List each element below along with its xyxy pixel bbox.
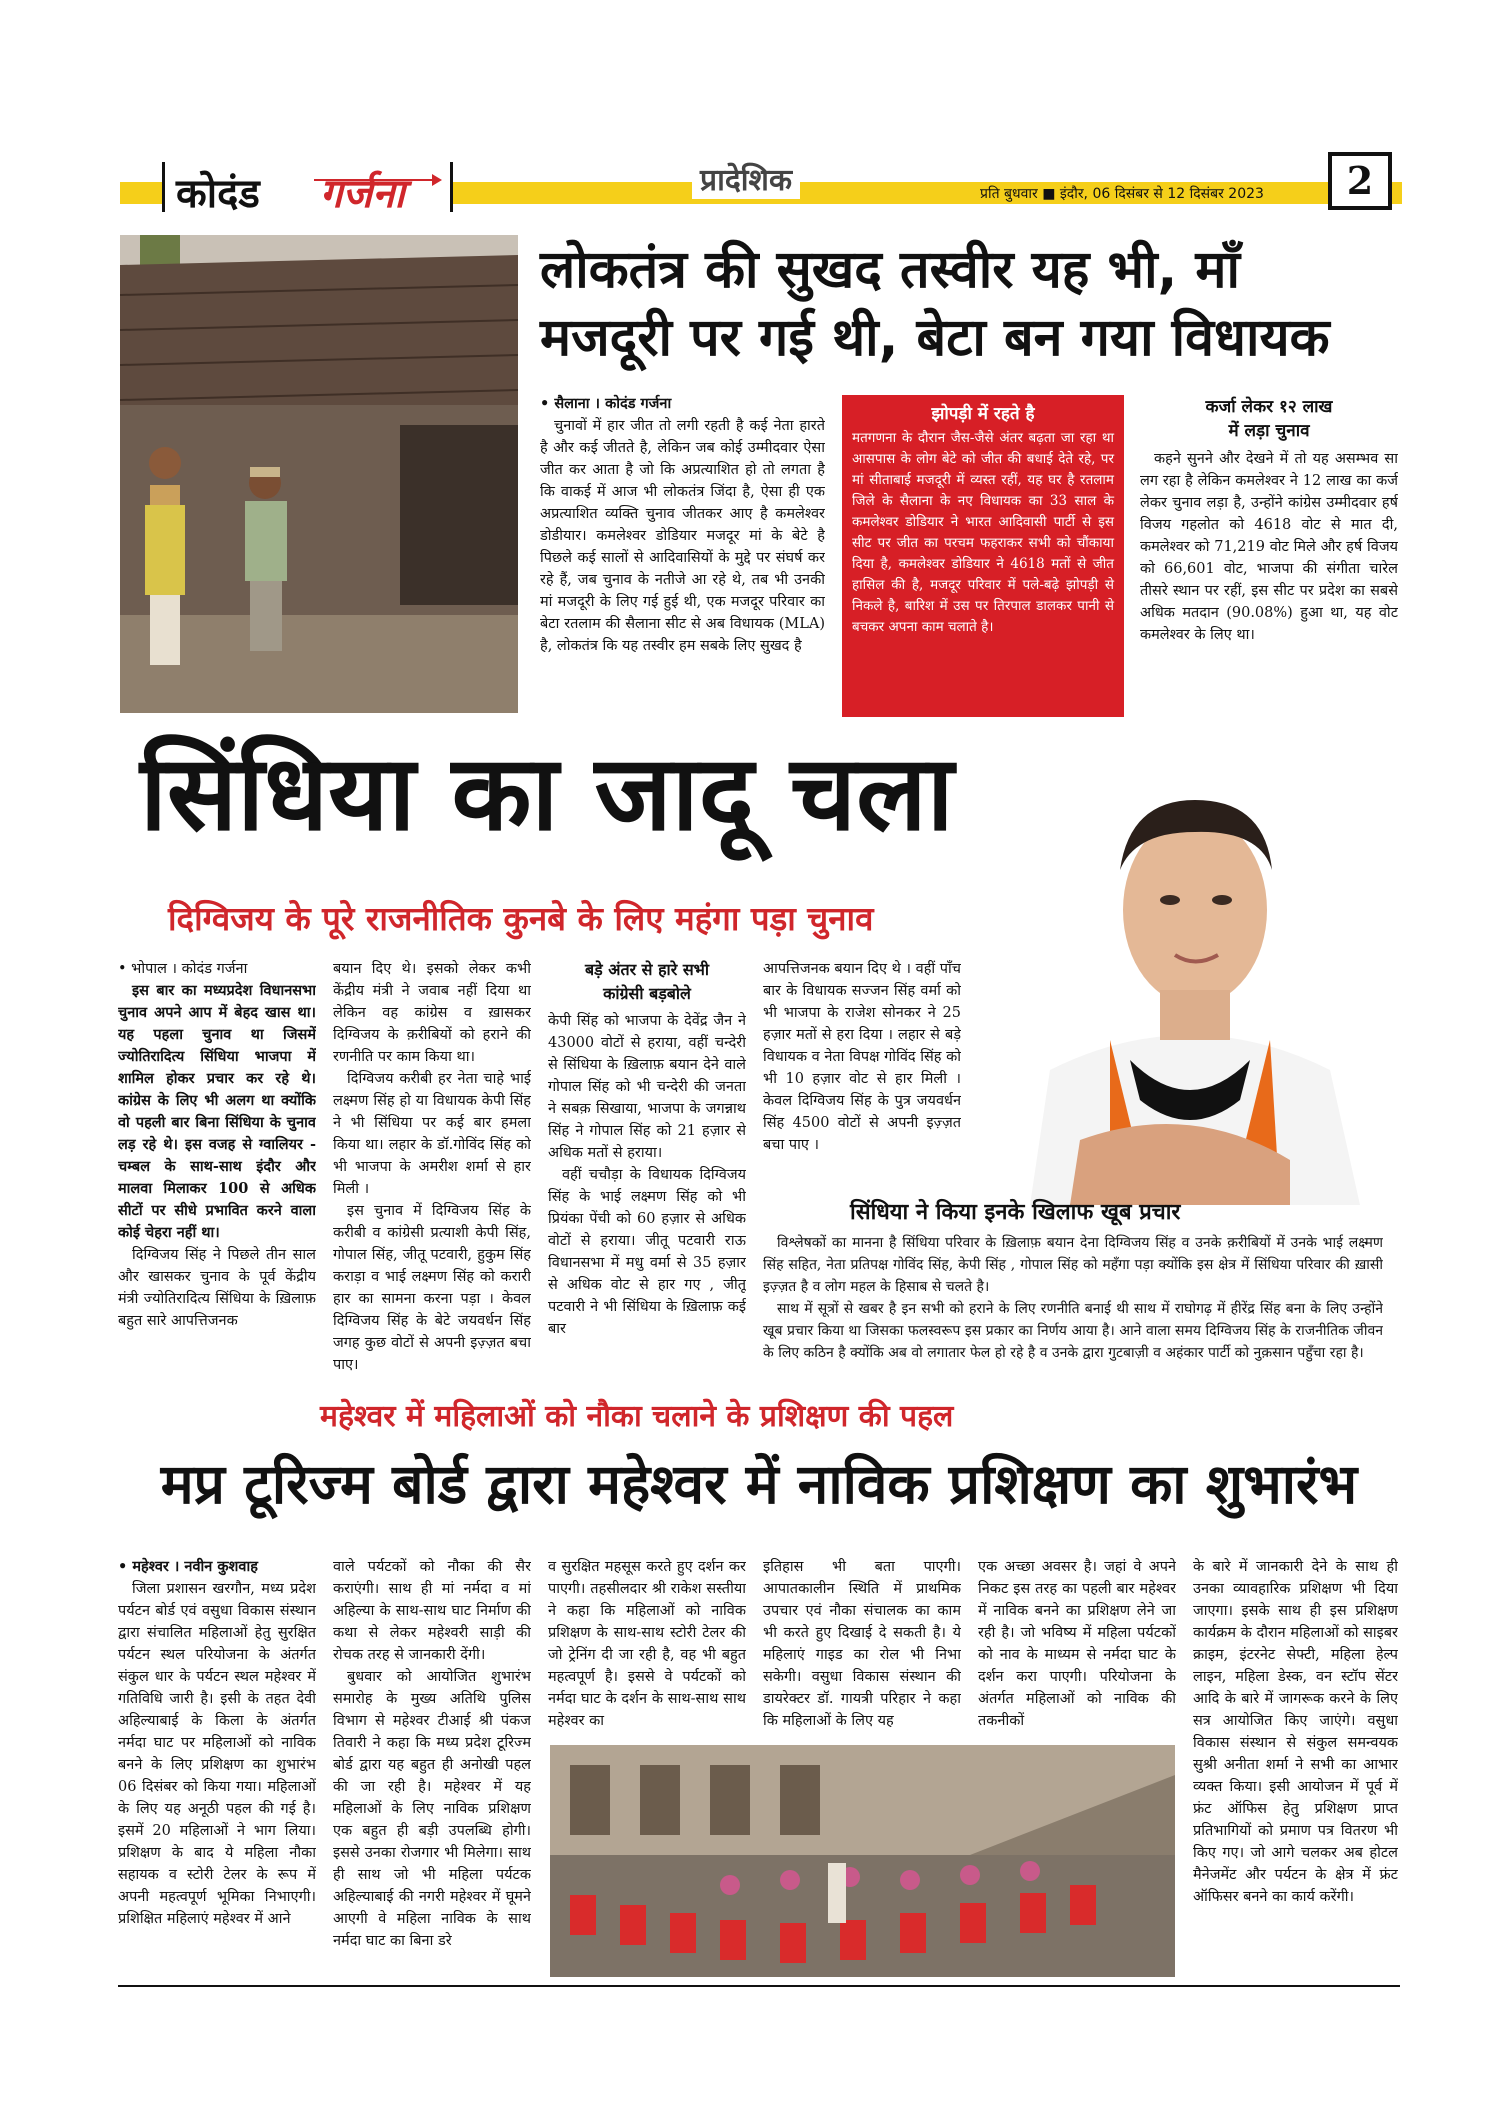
logo-bar-right	[450, 162, 453, 212]
story3-column-3	[548, 1556, 746, 1732]
story3-column-4	[763, 1556, 961, 1732]
story2-subheadline: दिग्विजय के पूरे राजनीतिक कुनबे के लिए महंगा पड़ा चुनाव	[168, 899, 874, 938]
story1-box-body: मतगणना के दौरान जैस-जैसे अंतर बढ़ता जा रहा था आसपास के लोग बेटे को जीत की बधाई देते रहे, पर मां सीताबाई मजदूरी में व्यस्त रहीं, यह घर है रतलाम जिले के सैलाना के नए विधायक का 33 साल के कमलेश्वर डोडियार ने भारत आदिवासी पार्टी से इस सीट पर जीत का परचम फहराकर सभी को चौंकाया दिया है, कमलेश्वर डोडियार ने 4618 मतों से जीत हासिल की है, मजदूर परिवार में पले-बढ़े झोपड़ी से निकले है, बारिश में उस पर तिरपाल डालकर पानी से बचकर अपना काम चलाते है।	[852, 430, 1114, 635]
story3-column-2	[333, 1556, 531, 1976]
story2-col2-p3: इस चुनाव में दिग्विजय सिंह के करीबी व कांग्रेसी प्रत्याशी केपी सिंह, गोपाल सिंह, जीतू पटवारी, हुकुम सिंह कराड़ा व भाई लक्ष्मण सिंह को करारी हार का सामना करना पड़ा । केवल दिग्विजय सिंह के बेटे जयवर्धन सिंह जगह कुछ वोटों से अपनी इज़्ज़त बचा पाए।	[333, 1203, 531, 1373]
story1-red-box	[842, 395, 1124, 717]
story2-column-2	[333, 958, 531, 1378]
story3-photo	[550, 1745, 1175, 1977]
story3-col3: व सुरक्षित महसूस करते हुए दर्शन कर पाएगी। तहसीलदार श्री राकेश सस्तीया ने कहा कि महिलाओं को नाविक प्रशिक्षण के साथ-साथ स्टोरी टेलर की जो ट्रेनिंग दी जा रही है, वह भी बहुत महत्वपूर्ण है। इससे वे पर्यटकों को नर्मदा घाट के दर्शन के साथ-साथ साथ महेश्वर का	[548, 1559, 746, 1729]
story1-side-title-line1: कर्जा लेकर १२ लाख	[1205, 397, 1333, 417]
story1-headline-line1: लोकतंत्र की सुखद तस्वीर यह भी, माँ	[540, 240, 1240, 300]
story1-side-column	[1140, 448, 1398, 708]
story2-column-1	[118, 958, 316, 1378]
logo-text-red: गर्जना	[320, 171, 405, 217]
story1-body-column	[540, 393, 825, 718]
story2-column-4	[763, 958, 961, 1188]
logo-arrow-icon	[314, 172, 442, 188]
story1-photo	[120, 235, 518, 713]
story2-wide-p1: विश्लेषकों का मानना है सिंधिया परिवार के ख़िलाफ़ बयान देना दिग्विजय सिंह व उनके क़रीबियों में उनके भाई लक्ष्मण सिंह सहित, नेता प्रतिपक्ष गोविंद सिंह, केपी सिंह , गोपाल सिंह को महँगा पड़ा क्योंकि इस क्षेत्र में सिंधिया परिवार की ख़ासी इज़्ज़त है व लोग महल के हिसाब से चलते है।	[763, 1235, 1383, 1295]
story1-side-title	[1140, 395, 1398, 443]
ghat-training-image	[550, 1745, 1175, 1977]
story2-col4-p1: आपत्तिजनक बयान दिए थे । वहीं पाँच बार के विधायक सज्जन सिंह वर्मा को भी भाजपा के राजेश सोनकर ने 25 हज़ार मतों से हरा दिया । लहार से बड़े विधायक व नेता विपक्ष गोविंद सिंह को भी 10 हज़ार वोट से हार मिली । केवल दिग्विजय सिंह के पुत्र जयवर्धन सिंह 4500 वोटों से अपनी इज़्ज़त बचा पाए ।	[763, 961, 961, 1153]
story3-headline: मप्र टूरिज्म बोर्ड द्वारा महेश्वर में नाविक प्रशिक्षण का शुभारंभ	[160, 1452, 1358, 1516]
story2-col2-p2: दिग्विजय करीबी हर नेता चाहे भाई लक्ष्मण सिंह हो या विधायक केपी सिंह ने भी सिंधिया पर कई बार हमला किया था। लहार के डॉ.गोविंद सिंह को भी भाजपा के अमरीश शर्मा से हार मिली ।	[333, 1071, 531, 1197]
story2-col3-title-line1: बड़े अंतर से हारे सभी	[584, 960, 710, 979]
bottom-rule	[118, 1985, 1400, 1987]
logo-bar-left	[162, 162, 165, 212]
edition-line: प्रति बुधवार ■ इंदौर, 06 दिसंबर से 12 दिसंबर 2023	[980, 186, 1264, 202]
logo-text-black: कोदंड	[176, 171, 260, 217]
story3-dateline: • महेश्वर । नवीन कुशवाह	[118, 1558, 258, 1575]
story1-side-body: कहने सुनने और देखने में तो यह असम्भव सा लग रहा है लेकिन कमलेश्वर ने 12 लाख का कर्ज लेकर चुनाव लड़ा है, उन्होंने कांग्रेस उम्मीदवार हर्ष विजय गहलोत को 4618 वोट से मात दी, कमलेश्वर को 71,219 वोट मिले और हर्ष विजय को 66,601 वोट, भाजपा की संगीता चारेल तीसरे स्थान पर रहीं, इस सीट पर प्रदेश का सबसे अधिक मतदान (90.08%) हुआ था, यह वोट कमलेश्वर के लिए था।	[1140, 451, 1398, 643]
page-number-box	[1328, 152, 1392, 210]
story1-headline-line2: मजदूरी पर गई थी, बेटा बन गया विधायक	[540, 308, 1330, 368]
story2-headline: सिंधिया का जादू चला	[140, 732, 954, 854]
story2-intro: इस बार का मध्यप्रदेश विधानसभा चुनाव अपने आप में बेहद खास था। यह पहला चुनाव था जिसमें ज्योतिरादित्य सिंधिया भाजपा में शामिल होकर प्रचार कर रहे थे। कांग्रेस के लिए भी अलग था क्योंकि वो पहली बार बिना सिंधिया के चुनाव लड़ रहे थे। इस वजह से ग्वालियर - चम्बल के साथ-साथ इंदौर और मालवा मिलाकर 100 से अधिक सीटों पर सीधे प्रभावित करने वाला कोई चेहरा नहीं था।	[118, 982, 316, 1241]
story2-col3-title-line2: कांग्रेसी बड़बोले	[603, 984, 691, 1003]
politician-portrait-image	[990, 740, 1390, 1205]
story3-col6: के बारे में जानकारी देने के साथ ही उनका व्यावहारिक प्रशिक्षण भी दिया जाएगा। इसके साथ ही इस प्रशिक्षण कार्यक्रम के दौरान महिलाओं को साइबर क्राइम, इंटरनेट सेफ्टी, महिला हेल्प लाइन, महिला डेस्क, वन स्टॉप सेंटर आदि के बारे में जागरूक करने के लिए सत्र आयोजित किए जाएंगे। वसुधा विकास संस्थान से संकुल समन्वयक सुश्री अनीता शर्मा ने सभी का आभार व्यक्त किया। इसी आयोजन में पूर्व में फ्रंट ऑफिस हेतु प्रशिक्षण प्राप्त प्रतिभागियों को प्रमाण पत्र वितरण भी किए गए। जो आगे चलकर अब होटल मैनेजमेंट और पर्यटन के क्षेत्र में फ्रंट ऑफिसर बनने का कार्य करेंगी।	[1193, 1559, 1398, 1905]
page-number: 2	[1346, 158, 1374, 203]
scindia-portrait	[990, 740, 1390, 1205]
story2-col3-title	[548, 958, 746, 1006]
story3-column-6	[1193, 1556, 1398, 1976]
story2-wide-title: सिंधिया ने किया इनके खिलाफ खूब प्रचार	[850, 1200, 1181, 1225]
story1-side-title-line2: में लड़ा चुनाव	[1228, 421, 1310, 441]
story1-box-title: झोपड़ी में रहते है	[931, 404, 1035, 424]
story3-col4: इतिहास भी बता पाएगी। आपातकालीन स्थिति में प्राथमिक उपचार एवं नौका संचालक का काम भी करते हुए दिखाई दे सकती है। ये महिलाएं गाइड का रोल भी निभा सकेगी। वसुधा विकास संस्थान की डायरेक्टर डॉ. गायत्री परिहार ने कहा कि महिलाओं के लिए यह	[763, 1559, 961, 1729]
story1-body: चुनावों में हार जीत तो लगी रहती है कई नेता हारते है और कई जीतते है, लेकिन जब कोई उम्मीदवार ऐसा जीत कर आता है जो कि अप्रत्याशित हो तो लगता है कि वाकई में आज भी लोकतंत्र जिंदा है, ऐसा ही एक अप्रत्याशित व्यक्ति चुनाव जीतकर आए है कमलेश्वर डोडीयार। कमलेश्वर डोडियार मजदूर मां के बेटे है पिछले कई सालों से आदिवासियों के मुद्दे पर संघर्ष कर रहे हैं, जब चुनाव के नतीजे आ रहे थे, तब भी उनकी मां मजदूरी के लिए गई हुई थी, एक मजदूर परिवार का बेटा रतलाम की सैलाना सीट से अब विधायक (MLA) है, लोकतंत्र कि यह तस्वीर हम सबके लिए सुखद है	[540, 418, 825, 654]
story2-dateline: • भोपाल । कोदंड गर्जना	[118, 961, 248, 977]
story2-col3-p2: वहीं चचौड़ा के विधायक दिग्विजय सिंह के भाई लक्ष्मण सिंह को भी प्रियंका पेंची को 60 हज़ार से अधिक वोटों से हराया। जीतू पटवारी राऊ विधानसभा में मधु वर्मा से 35 हज़ार से अधिक वोट से हार गए , जीतू पटवारी ने भी सिंधिया के ख़िलाफ़ कई बार	[548, 1167, 746, 1337]
story3-col2-p1: वाले पर्यटकों को नौका की सैर कराएंगी। साथ ही मां नर्मदा व मां अहिल्या के साथ-साथ घाट निर्माण की कथा से लेकर महेश्वरी साड़ी की रोचक तरह से जानकारी देंगी।	[333, 1559, 531, 1663]
story2-col1-body: दिग्विजय सिंह ने पिछले तीन साल और खासकर चुनाव के पूर्व केंद्रीय मंत्री ज्योतिरादित्य सिंधिया के ख़िलाफ़ बहुत सारे आपत्तिजनक	[118, 1247, 316, 1329]
masthead-logo	[162, 152, 452, 222]
story3-col2-p2: बुधवार को आयोजित शुभारंभ समारोह के मुख्य अतिथि पुलिस विभाग से महेश्वर टीआई श्री पंकज तिवारी ने कहा कि मध्य प्रदेश टूरिज्म बोर्ड द्वारा यह बहुत ही अनोखी पहल की जा रही है। महेश्वर में यह महिलाओं के लिए नाविक प्रशिक्षण एक बहुत ही बड़ी उपलब्धि होगी। इससे उनका रोजगार भी मिलेगा। साथ ही साथ जो भी महिला पर्यटक अहिल्याबाई की नगरी महेश्वर में घूमने आएगी वे महिला नाविक के साथ नर्मदा घाट का बिना डरे	[333, 1669, 531, 1949]
story2-wide-column	[763, 1232, 1383, 1382]
story3-column-5	[978, 1556, 1176, 1732]
section-label: प्रादेशिक	[692, 158, 800, 199]
story3-col1: जिला प्रशासन खरगौन, मध्य प्रदेश पर्यटन बोर्ड एवं वसुधा विकास संस्थान द्वारा संचालित महिलाओं हेतु सुरक्षित पर्यटन स्थल परियोजना के अंतर्गत संकुल धार के पर्यटन स्थल महेश्वर में गतिविधि जारी है। इसी के तहत देवी अहिल्याबाई के किला के अंतर्गत नर्मदा घाट पर महिलाओं को नाविक बनने के लिए प्रशिक्षण का शुभारंभ 06 दिसंबर को किया गया। महिलाओं के लिए यह अनूठी पहल की गई है। इसमें 20 महिलाओं ने भाग लिया। प्रशिक्षण के बाद ये महिला नौका सहायक व स्टोरी टेलर के रूप में अपनी महत्वपूर्ण भूमिका निभाएगी। प्रशिक्षित महिलाएं महेश्वर में आने	[118, 1581, 316, 1927]
story2-wide-p2: साथ में सूत्रों से खबर है इन सभी को हराने के लिए रणनीति बनाई थी साथ में राघोगढ़ में हीरेंद्र सिंह बना के लिए उन्होंने खूब प्रचार किया था जिसका फलस्वरूप इस प्रकार का निर्णय आया है। आने वाला समय दिग्विजय सिंह के राजनीतिक जीवन के लिए कठिन है क्योंकि अब वो लगातार फेल हो रहे है व उनके द्वारा गुटबाज़ी व अहंकार पार्टी को नुक़सान पहुँचा रहा है।	[763, 1301, 1383, 1361]
story2-col3-p1: केपी सिंह को भाजपा के देवेंद्र जैन ने 43000 वोटों से हराया, वहीं चन्देरी से सिंधिया के ख़िलाफ़ बयान देने वाले गोपाल सिंह को भी चन्देरी की जनता ने सबक़ सिखाया, भाजपा के जगन्नाथ सिंह ने गोपाल सिंह को 21 हज़ार से अधिक मतों से हराया।	[548, 1013, 746, 1161]
masthead	[120, 150, 1400, 220]
story3-kicker: महेश्वर में महिलाओं को नौका चलाने के प्रशिक्षण की पहल	[320, 1399, 954, 1434]
story2-col2-p1: बयान दिए थे। इसको लेकर कभी केंद्रीय मंत्री ने जवाब नहीं दिया था लेकिन वह कांग्रेस व ख़ासकर दिग्विजय के क़रीबियों को हराने की रणनीति पर काम किया था।	[333, 961, 531, 1065]
story3-col5: एक अच्छा अवसर है। जहां वे अपने निकट इस तरह का पहली बार महेश्वर में नाविक बनने का प्रशिक्षण लेने जा रही है। जो भविष्य में महिला पर्यटकों को नाव के माध्यम से नर्मदा घाट के दर्शन करा पाएगी। परियोजना के अंतर्गत महिलाओं को नाविक की तकनीकों	[978, 1559, 1176, 1729]
story1-headline	[540, 236, 1400, 372]
story1-dateline: • सैलाना । कोदंड गर्जना	[540, 395, 672, 412]
story3-column-1	[118, 1556, 316, 1976]
village-house-image	[120, 235, 518, 713]
story2-column-3	[548, 1010, 746, 1380]
